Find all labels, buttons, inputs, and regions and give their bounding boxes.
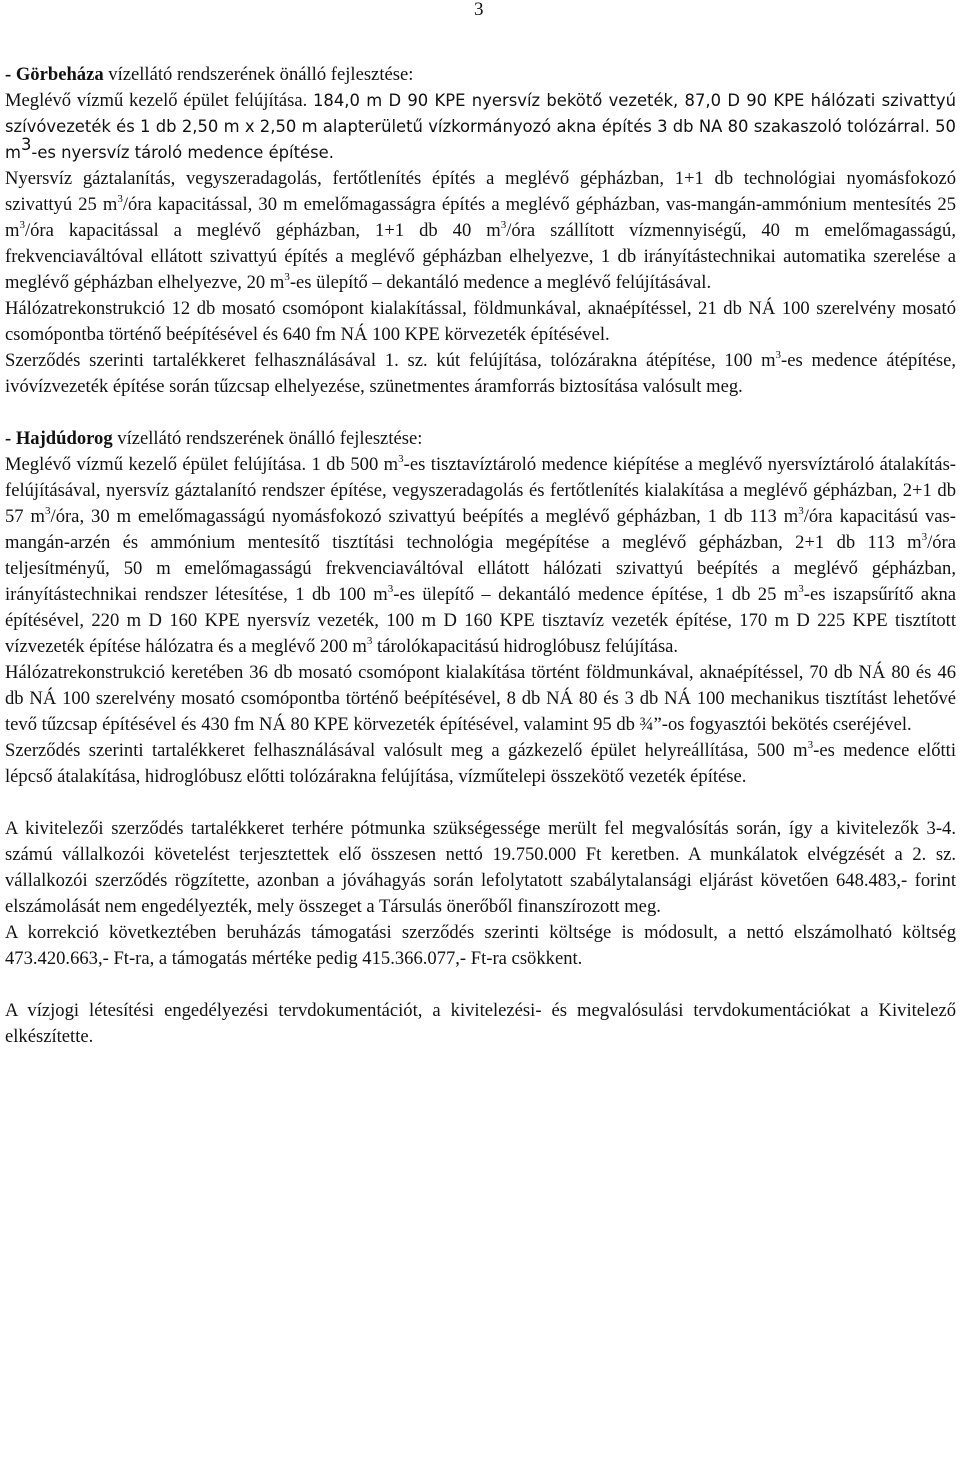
paragraph: Szerződés szerinti tartalékkeret felhasználásával 1. sz. kút felújítása, tolózárakna átépítése, 100 $m^3-es$ medence átépítése, ivóvízvezeték építése során tűzcsap elhelyezése, szünetmentes áramforrás biztosítása valósult meg. — [5, 349, 956, 397]
paragraph: Meglévő vízmű kezelő épület felújítása. 1 db 500 $m^3-es$ tisztavíztároló medence kiépítése a meglévő nyersvíztároló átalakítás-felújításával, nyersvíz gáztalanító rendszer építése, vegyszeradagolás és fertőtlenítés kialakítása a meglévő gépházban, 2+1 db 57 $m^3$/óra, 30 m emelőmagasságú nyomásfokozó szivattyú beépítés a meglévő gépházban, 1 db 113 $m^3$/óra kapacitású vas-mangán-arzén és ammónium mentesítő tisztítási technológia megépítése a meglévő gépházban, 2+1 db 113 $m^3$/óra teljesítményű, 50 m emelőmagasságú frekvenciaváltóval ellátott hálózati szivattyú beépítés a meglévő gépházban, irányítástechnikai rendszer létesítése, 1 db 100 $m^3-es$ ülepítő – dekantáló medence építése, 1 db 25 $m^3-es$ iszapsűrítő akna építésével, 220 m D 160 KPE nyersvíz vezeték, 100 m D 160 KPE tisztavíz vezeték építése, 170 m D 225 KPE tisztított vízvezeték építése hálózatra és a meglévő 200 $m^3$ tárolókapacitású hidroglóbusz felújítása. — [5, 453, 956, 657]
section-heading-hajdudorog: - Hajdúdorog vízellátó rendszerének önálló fejlesztése: — [5, 428, 423, 449]
paragraph: A kivitelezői szerződés tartalékkeret terhére pótmunka szükségessége merült fel megvalósítás során, így a kivitelezők 3-4. számú vállalkozói követelést terjesztettek elő összesen nettó 19.750.000 Ft keretben. A munkálatok elvégzését a 2. sz. vállalkozói szerződés rögzítette, azonban a jóváhagyás során lefolytatott szabálytalansági eljárást követően 648.483,- forint elszámolását nem engedélyezték, mely összeget a Társulás önerőből finanszírozott meg. — [5, 818, 956, 917]
spacer — [5, 790, 956, 816]
section-heading-gorbehaza: - Görbeháza vízellátó rendszerének önálló fejlesztése: — [5, 64, 414, 85]
paragraph: A korrekció következtében beruházás támogatási szerződés szerinti költsége is módosult, a nettó elszámolható költség 473.420.663,- Ft-ra, a támogatás mértéke pedig 415.366.077,- Ft-ra csökkent. — [5, 922, 956, 969]
paragraph: A vízjogi létesítési engedélyezési tervdokumentációt, a kivitelezési- és megvalósulási tervdokumentációkat a Kivitelező elkészítette. — [5, 1000, 956, 1047]
paragraph: Nyersvíz gáztalanítás, vegyszeradagolás, fertőtlenítés építés a meglévő gépházban, 1+1 db technológiai nyomásfokozó szivattyú 25 $m^3$/óra kapacitással, 30 m emelőmagasságra építés a meglévő gépházban, vas-mangán-ammónium mentesítés 25 $m^3$/óra kapacitással a meglévő gépházban, 1+1 db 40 $m^3$/óra szállított vízmennyiségű, 40 m emelőmagasságú, frekvenciaváltóval ellátott szivattyú építés a meglévő gépházban elhelyezve, 1 db irányítástechnikai automatika szerelése a meglévő gépházban elhelyezve, 20 $m^3-es$ ülepítő – dekantáló medence a meglévő felújításával. — [5, 168, 957, 293]
document-body — [5, 62, 956, 1050]
paragraph: Hálózatrekonstrukció keretében 36 db mosató csomópont kialakítása történt földmunkával, aknaépítéssel, 70 db NÁ 80 és 46 db NÁ 100 szerelvény mosató csomópontba történő beépítésével, 8 db NÁ 80 és 3 db NÁ 100 mechanikus tisztítást lehetővé tevő tűzcsap építésével és 430 fm NÁ 80 KPE körvezeték építésével, valamint 95 db ¾”-os fogyasztói bekötés cseréjével. — [5, 662, 956, 735]
paragraph: Szerződés szerinti tartalékkeret felhasználásával valósult meg a gázkezelő épület helyreállítása, 500 $m^3-es$ medence előtti lépcső átalakítása, hidroglóbusz előtti tolózárakna felújítása, vízműtelepi összekötő vezeték építése. — [5, 739, 956, 787]
settlement-name: Görbeháza — [15, 64, 104, 85]
settlement-name: Hajdúdorog — [15, 428, 113, 449]
paragraph: Hálózatrekonstrukció 12 db mosató csomópont kialakítással, földmunkával, aknaépítéssel, 21 db NÁ 100 szerelvény mosató csomópontba történő beépítésével és 640 fm NÁ 100 KPE körvezeték építésével. — [5, 298, 956, 345]
spacer — [5, 972, 956, 998]
page-number: 3 — [474, 0, 484, 20]
paragraph: Meglévő vízmű kezelő épület felújítása. 184,0 m D 90 KPE nyersvíz bekötő vezeték, 87,0 D 90 KPE hálózati szivattyú szívóvezeték és 1 db 2,50 m x 2,50 m alapterületű vízkormányozó akna építés 3 db NA 80 szakaszoló tolózárral. 50 $m^3-es$ nyersvíz tároló medence építése. — [5, 90, 956, 162]
spacer — [5, 400, 956, 426]
